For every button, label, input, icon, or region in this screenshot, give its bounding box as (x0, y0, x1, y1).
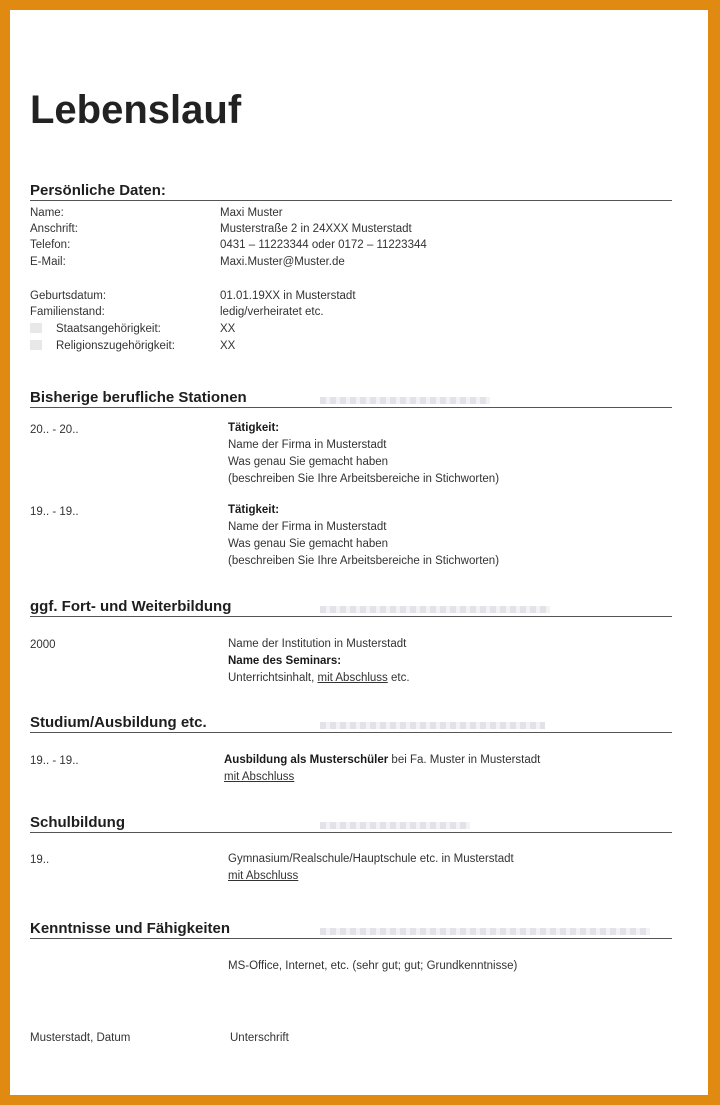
school-date: 19.. (30, 854, 50, 866)
value-nationality: XX (220, 323, 236, 335)
school-type: Gymnasium/Realschule/Hauptschule etc. in Musterstadt (228, 853, 514, 865)
label-address: Anschrift: (30, 223, 78, 235)
career-1-description: Was genau Sie gemacht haben (228, 456, 389, 468)
signature-label: Unterschrift (230, 1032, 289, 1044)
section-heading: Schulbildung (30, 814, 125, 831)
label-name: Name: (30, 207, 64, 219)
career-2-note: (beschreiben Sie Ihre Arbeitsbereiche in Stichworten) (228, 555, 500, 567)
career-1-company: Name der Firma in Musterstadt (228, 439, 387, 451)
label-marital: Familienstand: (30, 306, 105, 318)
career-2-company: Name der Firma in Musterstadt (228, 521, 387, 533)
skills-text: MS-Office, Internet, etc. (sehr gut; gut; Grundkenntnisse) (228, 960, 518, 972)
section-heading: Bisherige berufliche Stationen (30, 389, 247, 406)
label-email: E-Mail: (30, 256, 66, 268)
label-nationality: Staatsangehörigkeit: (30, 323, 161, 335)
value-birthdate: 01.01.19XX in Musterstadt (220, 290, 356, 302)
page-title: Lebenslauf (30, 88, 242, 132)
study-date: 19.. - 19.. (30, 755, 79, 767)
label-religion: Religionszugehörigkeit: (30, 340, 175, 352)
document-page (10, 10, 708, 1095)
section-heading: Studium/Ausbildung etc. (30, 714, 207, 731)
career-1-date: 20.. - 20.. (30, 424, 79, 436)
study-title: Ausbildung als Musterschüler bei Fa. Muster in Musterstadt (224, 754, 541, 766)
training-seminar: Name des Seminars: (228, 655, 342, 667)
checkbox-icon (30, 340, 42, 350)
training-content: Unterrichtsinhalt, mit Abschluss etc. (228, 672, 410, 684)
career-2-description: Was genau Sie gemacht haben (228, 538, 389, 550)
training-date: 2000 (30, 639, 56, 651)
career-2-date: 19.. - 19.. (30, 506, 79, 518)
value-address: Musterstraße 2 in 24XXX Musterstadt (220, 223, 412, 235)
career-2-title: Tätigkeit: (228, 504, 280, 516)
value-phone: 0431 – 11223344 oder 0172 – 11223344 (220, 239, 427, 251)
career-1-note: (beschreiben Sie Ihre Arbeitsbereiche in Stichworten) (228, 473, 500, 485)
study-degree: mit Abschluss (224, 771, 295, 783)
section-training (30, 594, 672, 617)
section-career (30, 385, 672, 408)
blurred-text (320, 606, 550, 613)
section-study (30, 710, 672, 733)
value-marital: ledig/verheiratet etc. (220, 306, 324, 318)
value-religion: XX (220, 340, 236, 352)
checkbox-icon (30, 323, 42, 333)
section-heading: Kenntnisse und Fähigkeiten (30, 920, 231, 937)
blurred-text (320, 822, 470, 829)
training-institution: Name der Institution in Musterstadt (228, 638, 407, 650)
label-birthdate: Geburtsdatum: (30, 290, 107, 302)
section-personal (30, 178, 672, 201)
value-name: Maxi Muster (220, 207, 283, 219)
section-heading: ggf. Fort- und Weiterbildung (30, 598, 232, 615)
section-skills (30, 916, 672, 939)
place-date: Musterstadt, Datum (30, 1032, 131, 1044)
label-phone: Telefon: (30, 239, 71, 251)
career-1-title: Tätigkeit: (228, 422, 280, 434)
value-email: Maxi.Muster@Muster.de (220, 256, 345, 268)
blurred-text (320, 722, 545, 729)
section-heading: Persönliche Daten: (30, 182, 166, 199)
blurred-text (320, 397, 490, 404)
blurred-text (320, 928, 650, 935)
section-school (30, 810, 672, 833)
school-degree: mit Abschluss (228, 870, 299, 882)
